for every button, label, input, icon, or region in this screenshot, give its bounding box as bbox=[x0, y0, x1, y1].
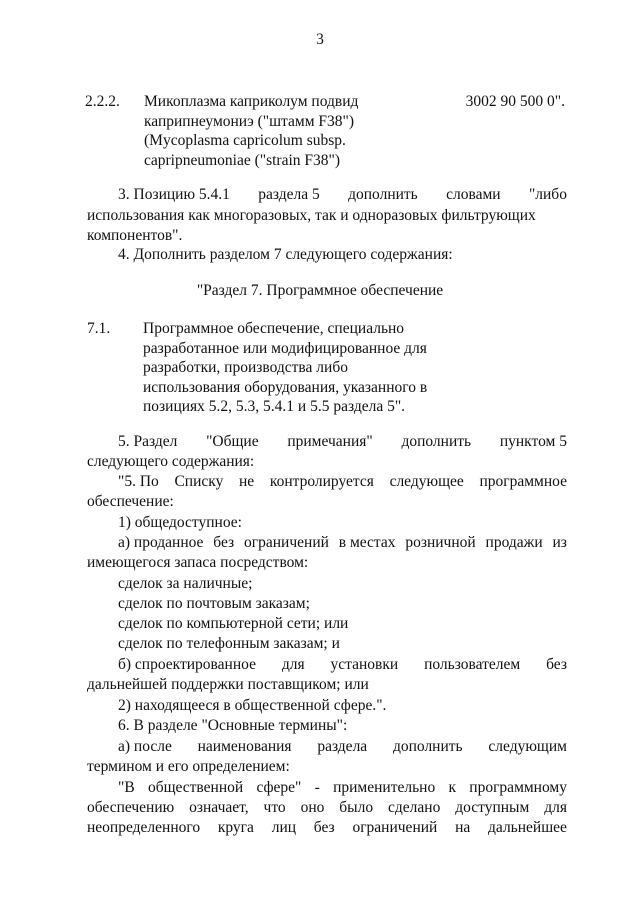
word: доступным bbox=[455, 799, 530, 816]
word: продажи bbox=[485, 534, 543, 551]
para3-line2: использования как многоразовых, так и одноразовых фильтрующих bbox=[87, 207, 536, 224]
word: б) спроектированное bbox=[118, 656, 256, 673]
item-number: 2.2.2. bbox=[85, 93, 120, 110]
definition-line2 bbox=[87, 798, 567, 818]
word: контролируется bbox=[269, 473, 374, 490]
word: лиц bbox=[271, 819, 297, 836]
word: что bbox=[263, 799, 286, 816]
word: раздела bbox=[317, 738, 368, 755]
word: раздела 5 bbox=[258, 186, 320, 203]
word: а) проданное bbox=[118, 534, 204, 551]
note5-item-a-line1 bbox=[118, 533, 567, 553]
word: установки bbox=[330, 656, 399, 673]
word: - bbox=[314, 779, 320, 796]
para6-line1: 6. В разделе "Основные термины": bbox=[118, 717, 348, 734]
word: "либо bbox=[528, 186, 567, 203]
item-text-line: разработки, производства либо bbox=[143, 359, 348, 376]
word: неопределенного bbox=[87, 819, 201, 836]
word: дополнить bbox=[401, 433, 472, 450]
para6-item-a-line2: термином и его определением: bbox=[87, 758, 290, 775]
para5-line2: следующего содержания: bbox=[87, 453, 255, 470]
item-text-line: Программное обеспечение, специально bbox=[143, 320, 405, 337]
word: общественной bbox=[147, 779, 244, 796]
word: применительно bbox=[333, 779, 436, 796]
word: к bbox=[448, 779, 457, 796]
word: "5. По bbox=[118, 473, 159, 490]
note5-line1 bbox=[118, 472, 567, 492]
deal-line: сделок по компьютерной сети; или bbox=[118, 615, 349, 632]
word: программному bbox=[469, 779, 567, 796]
deal-line: сделок за наличные; bbox=[118, 575, 253, 592]
word: в местах bbox=[338, 534, 396, 551]
item-name-line: capripneumoniae ("strain F38") bbox=[144, 151, 341, 169]
note5-line2: обеспечение: bbox=[87, 493, 174, 510]
word: из bbox=[552, 534, 567, 551]
word: пользователем bbox=[424, 656, 521, 673]
word: следующим bbox=[488, 738, 567, 755]
note5-item-a-line2: имеющегося запаса посредством: bbox=[87, 554, 309, 571]
para5-line1 bbox=[118, 432, 567, 452]
word: примечания" bbox=[287, 433, 373, 450]
para4: 4. Дополнить разделом 7 следующего содержания: bbox=[118, 246, 453, 263]
note5-item-b-line2: дальнейшей поддержки поставщиком; или bbox=[87, 676, 369, 693]
item-number: 7.1. bbox=[87, 320, 111, 337]
word: а) после bbox=[118, 738, 172, 755]
word: без bbox=[546, 656, 567, 673]
word: на bbox=[455, 819, 471, 836]
item-name-line: каприпнеумониэ ("штамм F38") bbox=[144, 112, 354, 130]
word: без bbox=[313, 819, 335, 836]
item-text-line: использования оборудования, указанного в bbox=[143, 378, 428, 396]
word: ограничений bbox=[244, 534, 329, 551]
page-number: 3 bbox=[316, 31, 324, 48]
word: 3. Позицию 5.4.1 bbox=[118, 186, 230, 203]
word: "В bbox=[118, 779, 135, 796]
deal-line: сделок по телефонным заказам; и bbox=[118, 635, 340, 652]
word: следующее bbox=[389, 473, 464, 490]
word: Списку bbox=[174, 473, 224, 490]
word: означает, bbox=[189, 799, 249, 816]
word: сфере" bbox=[256, 779, 302, 796]
word: розничной bbox=[405, 534, 476, 551]
word: без bbox=[213, 534, 235, 551]
word: сделано bbox=[388, 799, 441, 816]
word: пунктом 5 bbox=[499, 433, 567, 450]
para3-line3: компонентов". bbox=[87, 227, 183, 244]
note5-item-b-line1 bbox=[118, 655, 567, 675]
word: дополнить bbox=[392, 738, 463, 755]
item-text bbox=[143, 319, 443, 417]
note5-item2: 2) находящееся в общественной сфере.". bbox=[118, 697, 387, 714]
word: обеспечению bbox=[87, 799, 175, 816]
note5-item1: 1) общедоступное: bbox=[118, 514, 242, 531]
word: не bbox=[239, 473, 255, 490]
section-7-heading: "Раздел 7. Программное обеспечение bbox=[196, 282, 444, 299]
word: для bbox=[544, 799, 567, 816]
word: оно bbox=[300, 799, 325, 816]
para3-line1 bbox=[118, 185, 567, 205]
item-text-line: разработанное или модифицированное для bbox=[143, 339, 427, 357]
deal-line: сделок по почтовым заказам; bbox=[118, 595, 310, 612]
word: словами bbox=[446, 186, 501, 203]
word: дополнить bbox=[348, 186, 418, 203]
item-name bbox=[144, 92, 358, 170]
word: наименования bbox=[197, 738, 292, 755]
item-name-line: Микоплазма каприколум подвид bbox=[144, 93, 359, 110]
word: дальнейшее bbox=[488, 819, 567, 836]
para6-item-a-line1 bbox=[118, 737, 567, 757]
word: круга bbox=[217, 819, 254, 836]
definition-line3 bbox=[87, 818, 567, 838]
word: 5. Раздел bbox=[118, 433, 178, 450]
item-name-line: (Mycoplasma capricolum subsp. bbox=[144, 132, 346, 149]
word: программное bbox=[479, 473, 567, 490]
word: "Общие bbox=[206, 433, 259, 450]
item-code: 3002 90 500 0". bbox=[465, 93, 565, 110]
word: было bbox=[339, 799, 374, 816]
word: для bbox=[281, 656, 305, 673]
item-text-line: позициях 5.2, 5.3, 5.4.1 и 5.5 раздела 5". bbox=[143, 398, 406, 415]
word: ограничений bbox=[352, 819, 438, 836]
definition-line1 bbox=[118, 778, 567, 798]
